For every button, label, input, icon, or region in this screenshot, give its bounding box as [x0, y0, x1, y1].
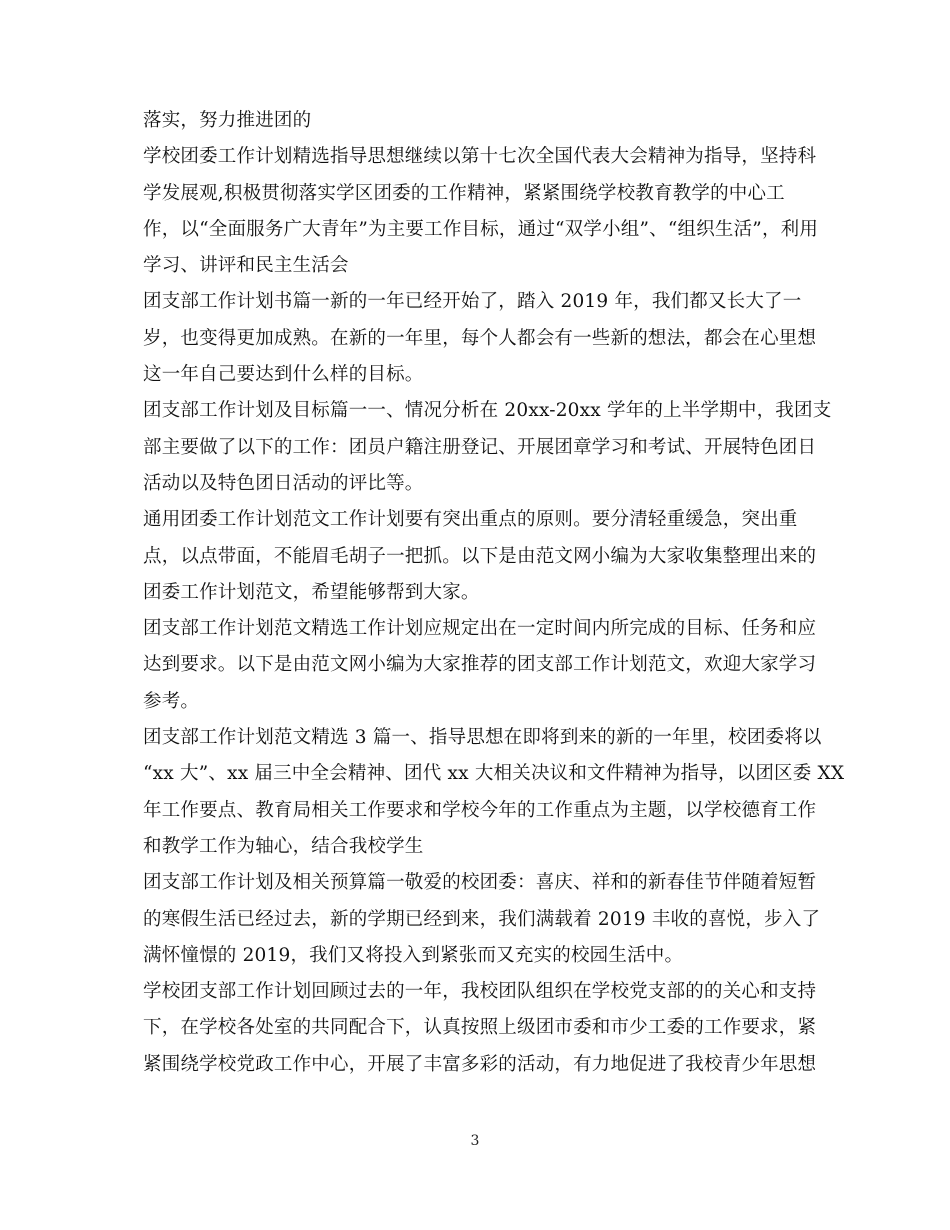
text-line: 团支部工作计划及相关预算篇一敬爱的校团委：喜庆、祥和的新春佳节伴随着短暂	[143, 872, 817, 894]
text-line: 通用团委工作计划范文工作计划要有突出重点的原则。要分清轻重缓急，突出重	[143, 509, 798, 531]
page-number: 3	[470, 1133, 480, 1149]
text-line: 部主要做了以下的工作：团员户籍注册登记、开展团章学习和考试、开展特色团日	[143, 436, 817, 458]
text-line: 作，以“全面服务广大青年”为主要工作目标，通过“双学小组”、“组织生活”，利用	[143, 218, 819, 240]
text-line: 团支部工作计划范文精选工作计划应规定出在一定时间内所完成的目标、任务和应	[143, 618, 817, 640]
text-line: 团支部工作计划书篇一新的一年已经开始了，踏入 2019 年，我们都又长大了一	[143, 291, 802, 313]
text-line: 年工作要点、教育局相关工作要求和学校今年的工作重点为主题，以学校德育工作	[143, 799, 817, 821]
text-line: “xx 大”、xx 届三中全会精神、团代 xx 大相关决议和文件精神为指导，以团区委 XX	[143, 763, 845, 785]
text-line: 这一年自己要达到什么样的目标。	[143, 364, 424, 386]
text-line: 的寒假生活已经过去，新的学期已经到来，我们满载着 2019 丰收的喜悦，步入了	[143, 908, 821, 930]
text-line: 和教学工作为轴心，结合我校学生	[143, 835, 424, 857]
text-line: 活动以及特色团日活动的评比等。	[143, 472, 424, 494]
text-line: 参考。	[143, 690, 200, 712]
text-line: 落实，努力推进团的	[143, 110, 312, 131]
text-line: 下，在学校各处室的共同配合下，认真按照上级团市委和市少工委的工作要求，紧	[143, 1017, 817, 1039]
text-line: 团委工作计划范文，希望能够帮到大家。	[143, 581, 480, 603]
text-line: 团支部工作计划及目标篇一一、情况分析在 20xx-20xx 学年的上半学期中，我团支	[143, 400, 832, 422]
text-line: 达到要求。以下是由范文网小编为大家推荐的团支部工作计划范文，欢迎大家学习	[143, 654, 817, 676]
text-line: 学发展观,积极贯彻落实学区团委的工作精神，紧紧围绕学校教育教学的中心工	[143, 182, 785, 204]
text-line: 岁，也变得更加成熟。在新的一年里，每个人都会有一些新的想法，都会在心里想	[143, 327, 817, 349]
text-line: 学校团支部工作计划回顾过去的一年，我校团队组织在学校党支部的的关心和支持	[143, 981, 817, 1003]
text-line: 团支部工作计划范文精选 3 篇一、指导思想在即将到来的新的一年里，校团委将以	[143, 727, 822, 749]
text-line: 紧围绕学校党政工作中心，开展了丰富多彩的活动，有力地促进了我校青少年思想	[143, 1053, 817, 1075]
text-line: 满怀憧憬的 2019，我们又将投入到紧张而又充实的校园生活中。	[143, 944, 684, 966]
text-line: 点，以点带面，不能眉毛胡子一把抓。以下是由范文网小编为大家收集整理出来的	[143, 545, 817, 567]
document-body	[143, 103, 845, 1083]
text-line: 学校团委工作计划精选指导思想继续以第十七次全国代表大会精神为指导，坚持科	[143, 146, 817, 168]
text-line: 学习、讲评和民主生活会	[143, 255, 349, 277]
